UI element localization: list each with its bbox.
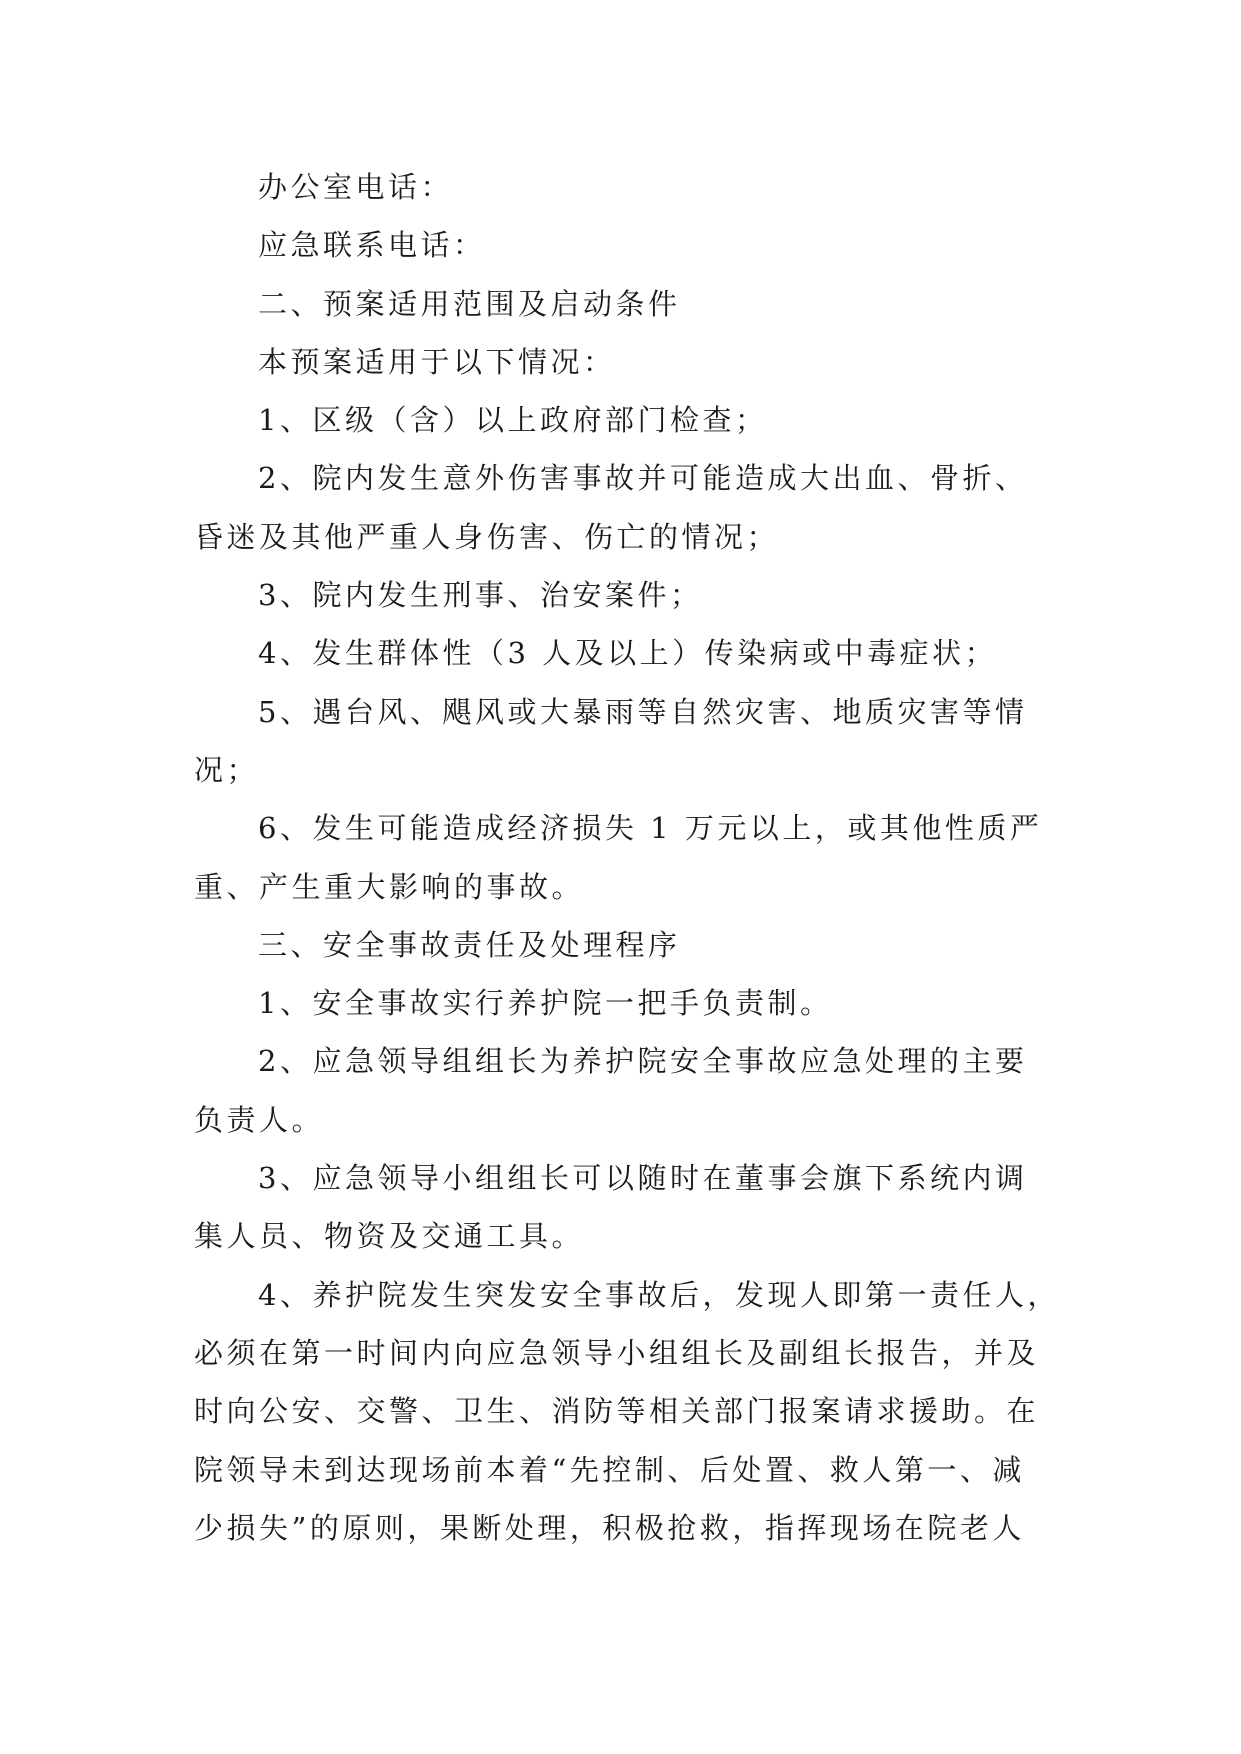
paragraph [194, 216, 1056, 274]
paragraph [194, 566, 1056, 624]
text-line: 重、产生重大影响的事故。 [194, 869, 585, 904]
text-line: 3、院内发生刑事、治安案件； [258, 578, 703, 613]
text-line: 4、养护院发生突发安全事故后，发现人即第一责任人， [258, 1277, 1060, 1312]
text-line: 少损失”的原则，果断处理，积极抢救，指挥现场在院老人 [194, 1510, 1025, 1545]
text-line: 况； [194, 752, 260, 787]
document-body [194, 158, 1060, 1557]
paragraph [194, 974, 1056, 1032]
text-line: 4、发生群体性（3 人及以上）传染病或中毒症状； [258, 636, 998, 671]
text-line: 时向公安、交警、卫生、消防等相关部门报案请求援助。在 [194, 1394, 1040, 1429]
text-line: 办公室电话： [258, 170, 454, 204]
paragraph [194, 683, 1056, 800]
paragraph [194, 1266, 1060, 1557]
paragraph [194, 916, 1056, 974]
text-line: 昏迷及其他严重人身伤害、伤亡的情况； [194, 519, 780, 554]
text-line: 3、应急领导小组组长可以随时在董事会旗下系统内调 [258, 1161, 1028, 1196]
text-line: 2、院内发生意外伤害事故并可能造成大出血、骨折、 [258, 461, 1028, 496]
text-line: 二、预案适用范围及启动条件 [258, 286, 681, 321]
text-line: 院领导未到达现场前本着“先控制、后处置、救人第一、减 [194, 1452, 1025, 1487]
paragraph [194, 799, 1056, 916]
text-line: 6、发生可能造成经济损失 1 万元以上，或其他性质严 [258, 811, 1043, 846]
text-line: 必须在第一时间内向应急领导小组组长及副组长报告，并及 [194, 1335, 1040, 1370]
text-line: 1、区级（含）以上政府部门检查； [258, 403, 768, 438]
text-line: 2、应急领导组组长为养护院安全事故应急处理的主要 [258, 1044, 1028, 1079]
text-line: 三、安全事故责任及处理程序 [258, 927, 681, 962]
text-line: 负责人。 [194, 1102, 325, 1137]
text-line: 应急联系电话： [258, 228, 486, 263]
paragraph [194, 158, 1056, 216]
text-line: 1、安全事故实行养护院一把手负责制。 [258, 986, 833, 1021]
paragraph [194, 624, 1056, 682]
text-line: 集人员、物资及交通工具。 [194, 1219, 585, 1254]
paragraph [194, 1149, 1056, 1266]
paragraph [194, 1032, 1056, 1149]
paragraph [194, 391, 1056, 449]
text-line: 5、遇台风、飓风或大暴雨等自然灾害、地质灾害等情 [258, 694, 1028, 729]
paragraph [194, 449, 1056, 566]
text-line: 本预案适用于以下情况： [258, 344, 616, 379]
paragraph [194, 275, 1056, 333]
paragraph [194, 333, 1056, 391]
